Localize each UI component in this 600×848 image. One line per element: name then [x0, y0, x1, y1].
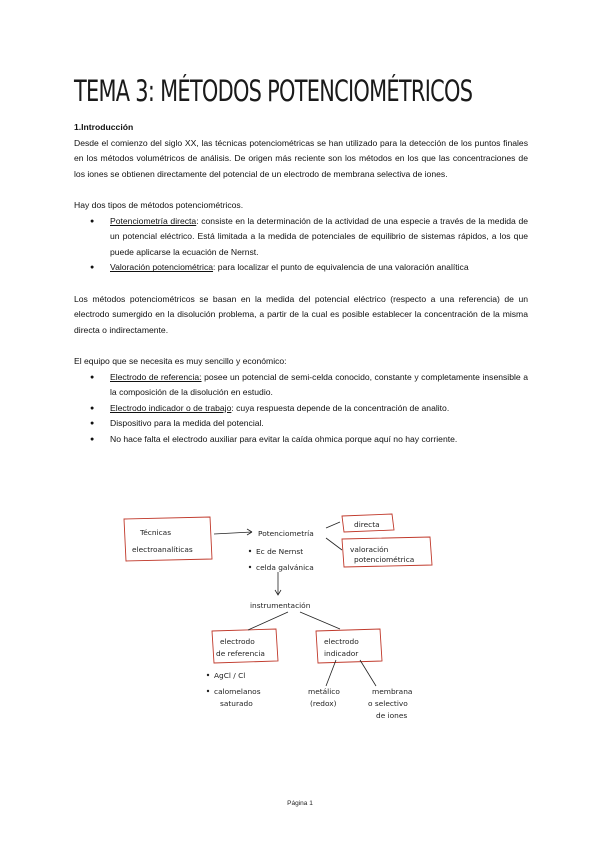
item-text: Dispositivo para la medida del potencial.	[110, 418, 264, 429]
label: directa	[354, 520, 380, 529]
label: instrumentación	[250, 601, 311, 610]
arrow	[326, 538, 342, 550]
label: de iones	[376, 711, 408, 720]
item-text: : cuya respuesta depende de la concentración de analito.	[231, 402, 450, 413]
arrow	[300, 612, 340, 629]
label: calomelanos	[214, 687, 261, 696]
arrow	[248, 612, 288, 630]
arrow	[326, 660, 336, 686]
term: Electrodo indicador o de trabajo	[110, 402, 232, 413]
dot	[207, 674, 209, 676]
section-heading: 1.Introducción	[74, 122, 134, 132]
arrow	[214, 532, 252, 534]
document-body	[74, 120, 528, 447]
label: de referencia	[216, 649, 265, 658]
types-list	[74, 214, 528, 276]
arrow	[326, 522, 340, 528]
label: electrodo	[220, 637, 255, 646]
label: celda galvánica	[256, 563, 314, 572]
label: o selectivo	[368, 699, 408, 708]
label: valoración	[350, 545, 389, 554]
arrow	[360, 660, 376, 686]
dot	[249, 566, 251, 568]
item-text: posee un potencial de semi-celda conocido, constante y completamente insensible a la composición de la disolución en estudio.	[110, 371, 528, 398]
dot	[207, 690, 209, 692]
types-lead: Hay dos tipos de métodos potenciométricos.	[74, 199, 244, 210]
label: Ec de Nernst	[256, 547, 304, 556]
term: Electrodo de referencia:	[110, 371, 202, 382]
list-item	[74, 214, 528, 261]
term: Potenciometría directa	[110, 215, 197, 226]
equipment-list	[74, 370, 528, 448]
basis-paragraph: Los métodos potenciométricos se basan en la medida del potencial eléctrico (respecto a una referencia) de un electrodo sumergido en la disolución problema, a partir de la cual es posible establecer la concentración de la misma directa o indirectamente.	[74, 293, 528, 335]
item-text: : consiste en la determinación de la actividad de una especie a través de la medida de un potencial eléctrico. Está limitada a la medida de potenciales de equilibrio de sistemas rápidos, a los que puede aplicarse la ecuación de Nernst.	[110, 215, 529, 257]
intro-paragraph: Desde el comienzo del siglo XX, las técnicas potenciométricas se han utilizado para la detección de los puntos finales en los métodos volumétricos de análisis. De origen más reciente son los métodos en los que las concentraciones de los iones se obtienen directamente del potencial de un electrodo de membrana selectiva de iones.	[74, 137, 528, 179]
list-item	[74, 432, 528, 448]
label: membrana	[372, 687, 413, 696]
list-item	[74, 416, 528, 432]
item-text: : para localizar el punto de equivalencia de una valoración analítica	[213, 262, 469, 273]
list-item	[74, 370, 528, 401]
dot	[249, 550, 251, 552]
diagram-labels	[132, 520, 414, 720]
label: saturado	[220, 699, 253, 708]
label: indicador	[324, 649, 359, 658]
list-item	[74, 260, 528, 276]
page-title: TEMA 3: MÉTODOS POTENCIOMÉTRICOS	[74, 74, 473, 108]
box-tecnicas	[124, 517, 212, 561]
term: Valoración potenciométrica	[110, 262, 214, 273]
equipment-lead: El equipo que se necesita es muy sencillo y económico:	[74, 355, 287, 366]
label: electroanalíticas	[132, 545, 193, 554]
label: metálico	[308, 687, 340, 696]
label: Técnicas	[140, 528, 172, 537]
item-text: No hace falta el electrodo auxiliar para evitar la caída ohmica porque aquí no hay corriente.	[110, 433, 458, 444]
label: AgCl / Cl	[214, 671, 246, 680]
handwritten-concept-map	[0, 500, 600, 730]
label: potenciométrica	[354, 555, 415, 564]
list-item	[74, 401, 528, 417]
label: (redox)	[310, 699, 337, 708]
label: electrodo	[324, 637, 359, 646]
page-number: Página 1	[287, 800, 313, 807]
label: Potenciometría	[258, 529, 314, 538]
